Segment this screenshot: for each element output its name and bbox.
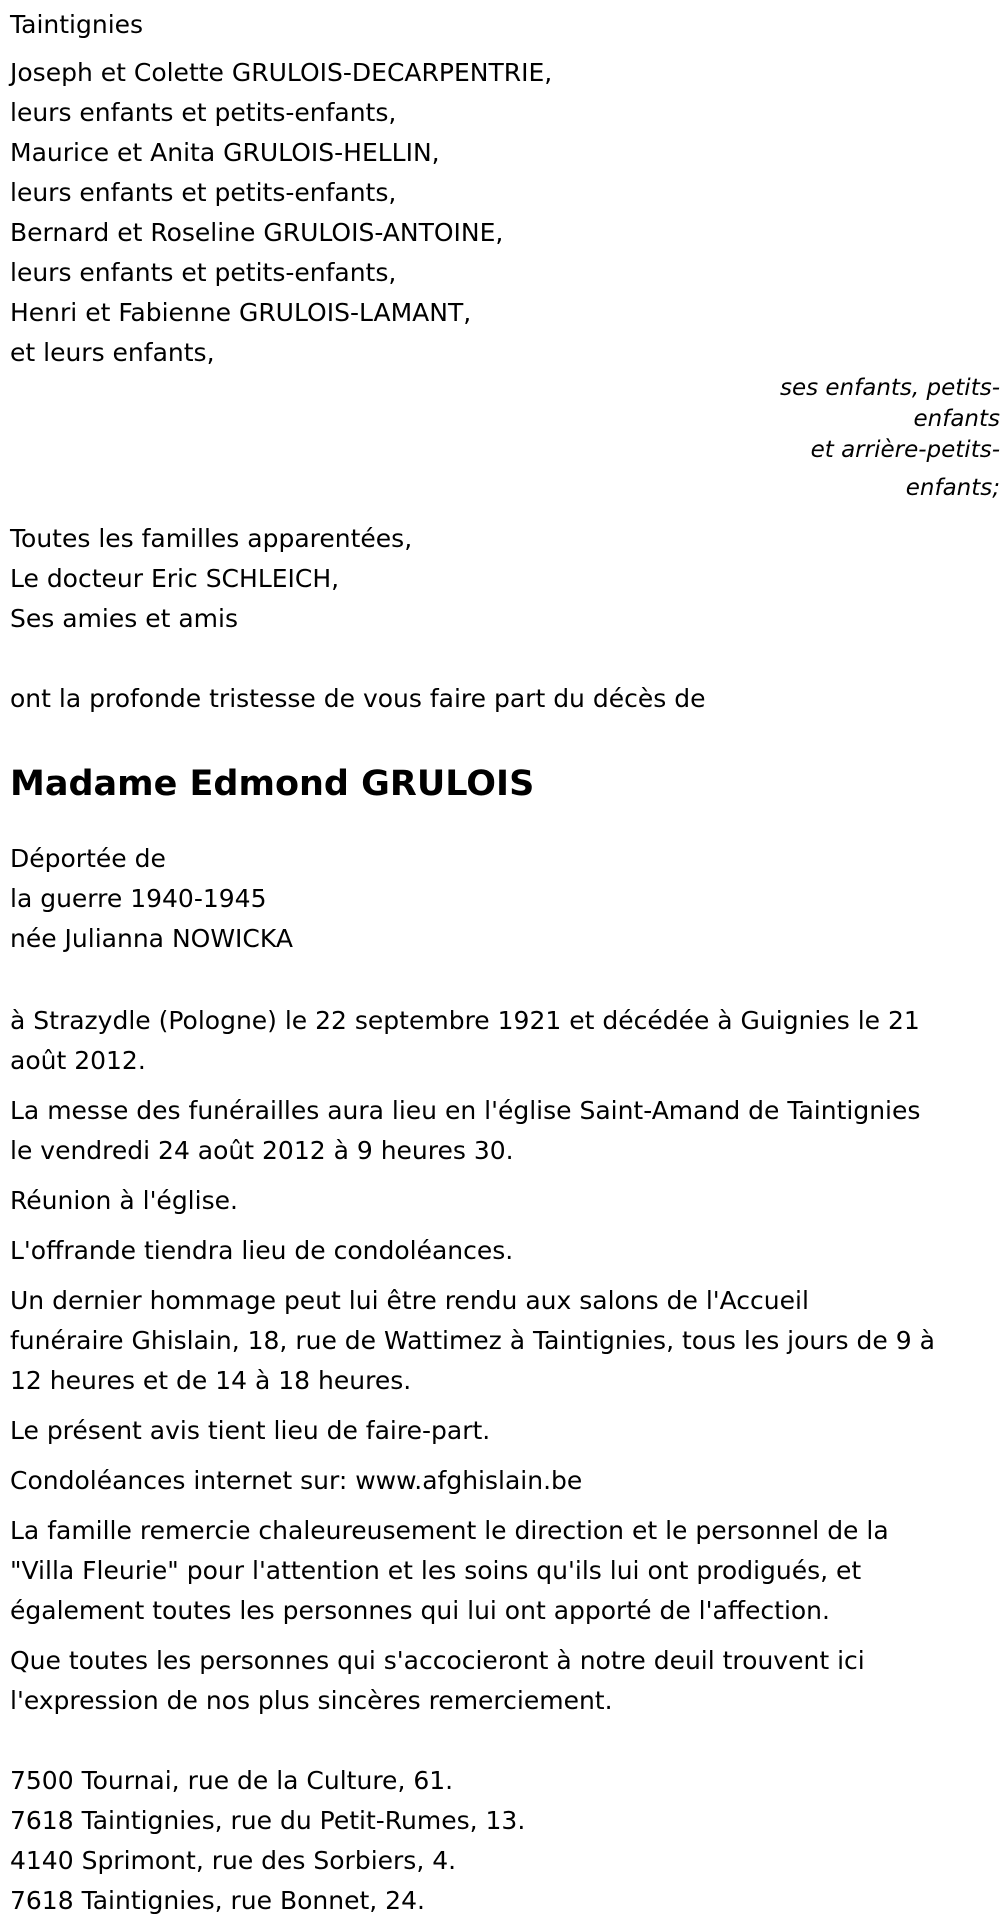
deceased-details: [10, 839, 990, 959]
spacer: [10, 959, 990, 1001]
address-line: 4140 Sprimont, rue des Sorbiers, 4.: [10, 1846, 457, 1875]
descendants-block: [10, 369, 1000, 507]
detail-line: la guerre 1940-1945: [10, 884, 267, 913]
paragraphs: [10, 1001, 990, 1721]
paragraph-line: le vendredi 24 août 2012 à 9 heures 30.: [10, 1136, 514, 1165]
addresses-list: [10, 1761, 990, 1921]
notice-paragraph: [10, 1411, 990, 1451]
family-line: Henri et Fabienne GRULOIS-LAMANT,: [10, 298, 472, 327]
descendants-line: ses enfants, petits-: [779, 375, 1000, 401]
birth-death-paragraph: [10, 1001, 990, 1081]
descendants-line: enfants: [913, 406, 1000, 432]
paragraph-line: également toutes les personnes qui lui ont apporté de l'affection.: [10, 1596, 830, 1625]
obituary-notice: [10, 5, 1000, 1921]
paragraph-line: l'expression de nos plus sincères remerciement.: [10, 1686, 613, 1715]
spacer: [10, 507, 990, 519]
paragraph-line: Réunion à l'église.: [10, 1186, 238, 1215]
closing-paragraph: [10, 1641, 990, 1721]
others-line: Le docteur Eric SCHLEICH,: [10, 564, 340, 593]
paragraph-line: Que toutes les personnes qui s'accocieront à notre deuil trouvent ici: [10, 1646, 865, 1675]
address-line: 7500 Tournai, rue de la Culture, 61.: [10, 1766, 454, 1795]
paragraph-line: 12 heures et de 14 à 18 heures.: [10, 1366, 412, 1395]
spacer: [10, 45, 990, 53]
family-line: leurs enfants et petits-enfants,: [10, 178, 397, 207]
others-line: Toutes les familles apparentées,: [10, 524, 413, 553]
paragraph-line: "Villa Fleurie" pour l'attention et les soins qu'ils lui ont prodigués, et: [10, 1556, 862, 1585]
deceased-name: Madame Edmond GRULOIS: [10, 764, 535, 804]
detail-line: née Julianna NOWICKA: [10, 924, 293, 953]
family-line: leurs enfants et petits-enfants,: [10, 258, 397, 287]
family-line: Maurice et Anita GRULOIS-HELLIN,: [10, 138, 440, 167]
descendants-line: enfants;: [905, 475, 1000, 501]
spacer: [10, 639, 990, 679]
paragraph-line: L'offrande tiendra lieu de condoléances.: [10, 1236, 514, 1265]
meeting-paragraph: [10, 1181, 990, 1221]
funeral-mass-paragraph: [10, 1091, 990, 1171]
detail-line: Déportée de: [10, 844, 166, 873]
condolences-paragraph: [10, 1461, 990, 1501]
address-line: 7618 Taintignies, rue Bonnet, 24.: [10, 1886, 425, 1915]
descendants-line: et arrière-petits-: [810, 437, 1000, 463]
thanks-paragraph: [10, 1511, 990, 1631]
paragraph-line: août 2012.: [10, 1046, 146, 1075]
spacer: [10, 1731, 990, 1761]
paragraph-line: La messe des funérailles aura lieu en l'église Saint-Amand de Taintignies: [10, 1096, 921, 1125]
family-line: Bernard et Roseline GRULOIS-ANTOINE,: [10, 218, 504, 247]
paragraph-line: à Strazydle (Pologne) le 22 septembre 1921 et décédée à Guignies le 21: [10, 1006, 920, 1035]
condolences-website-line: Condoléances internet sur: www.afghislain.be: [10, 1466, 583, 1495]
address-line: 7618 Taintignies, rue du Petit-Rumes, 13.: [10, 1806, 526, 1835]
paragraph-line: Le présent avis tient lieu de faire-part.: [10, 1416, 491, 1445]
family-line: et leurs enfants,: [10, 338, 215, 367]
paragraph-line: Un dernier hommage peut lui être rendu aux salons de l'Accueil: [10, 1286, 809, 1315]
others-line: Ses amies et amis: [10, 604, 238, 633]
paragraph-line: funéraire Ghislain, 18, rue de Wattimez à Taintignies, tous les jours de 9 à: [10, 1326, 935, 1355]
paragraph-line: La famille remercie chaleureusement le direction et le personnel de la: [10, 1516, 889, 1545]
offering-paragraph: [10, 1231, 990, 1271]
family-list: [10, 53, 990, 373]
others-list: [10, 519, 990, 639]
family-line: leurs enfants et petits-enfants,: [10, 98, 397, 127]
family-line: Joseph et Colette GRULOIS-DECARPENTRIE,: [10, 58, 553, 87]
announcement-text: ont la profonde tristesse de vous faire part du décès de: [10, 684, 706, 713]
tribute-paragraph: [10, 1281, 990, 1401]
location-header: Taintignies: [10, 10, 144, 39]
